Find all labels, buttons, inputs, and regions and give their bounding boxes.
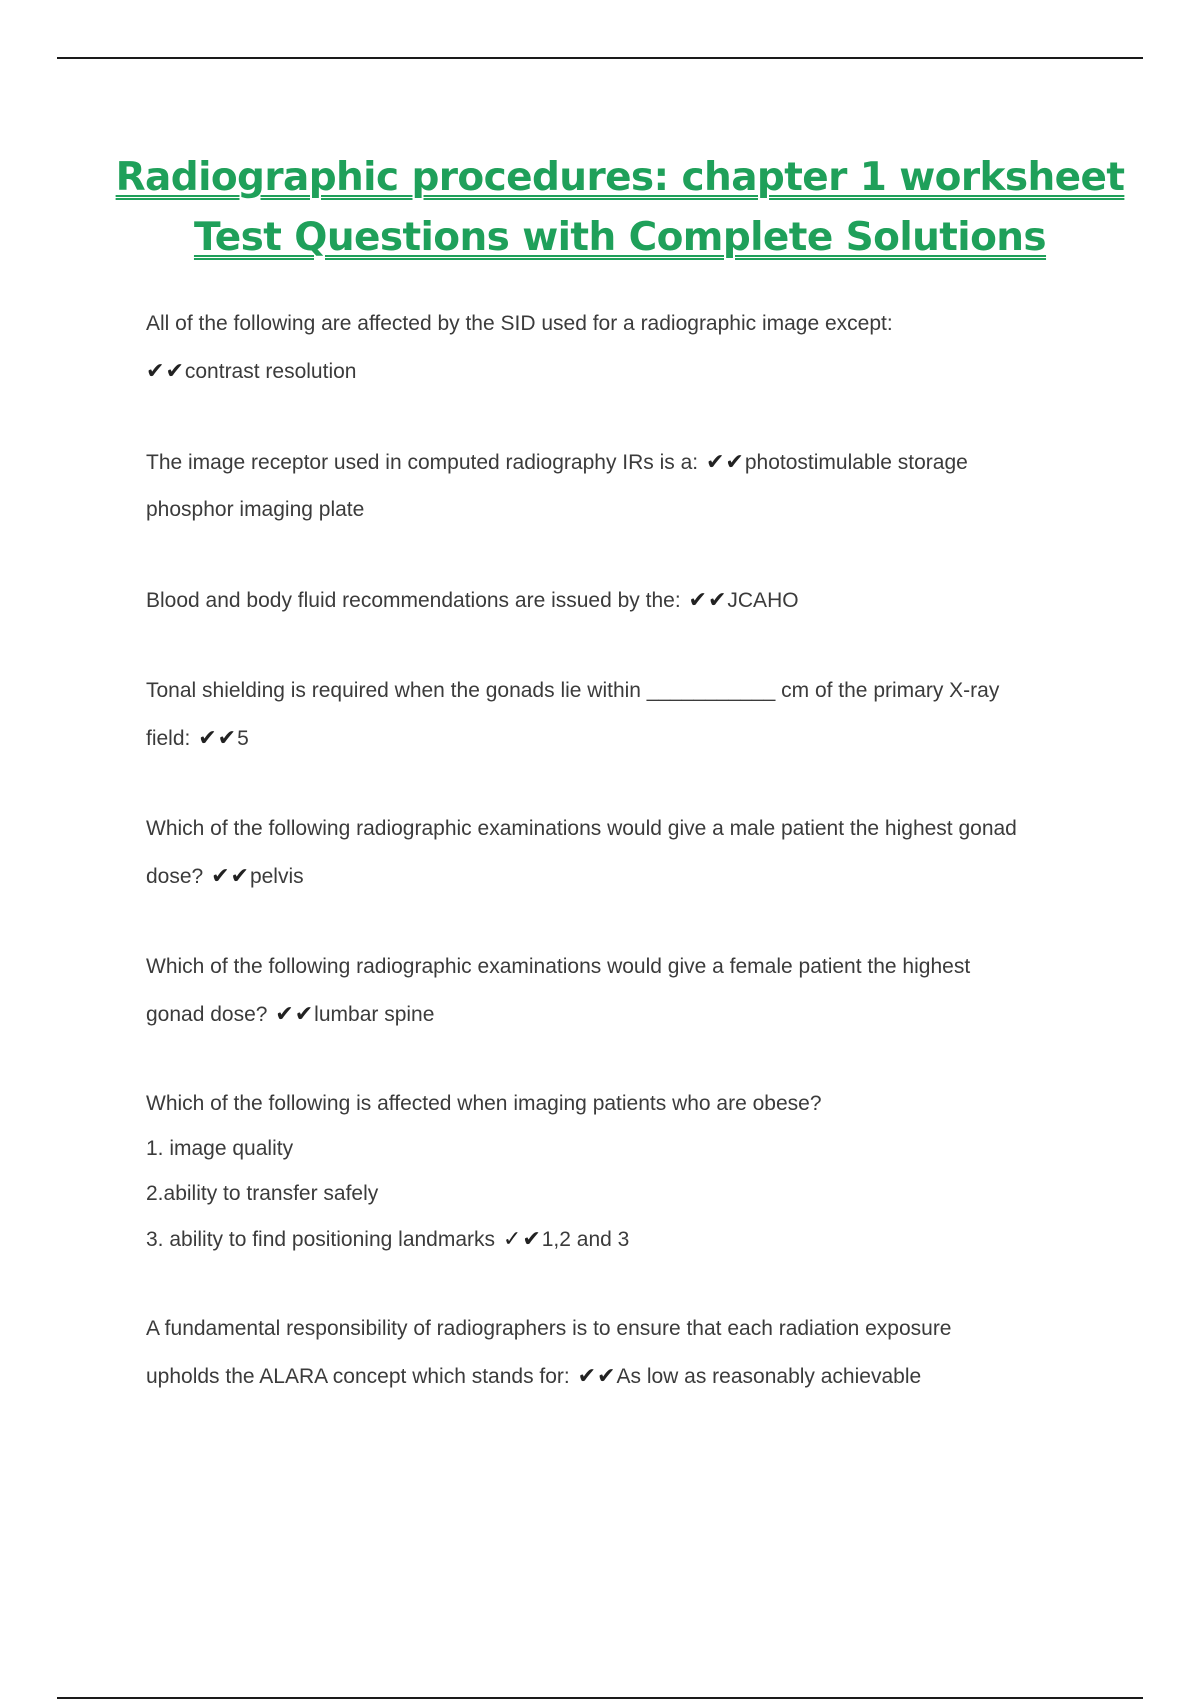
check-icon: ✔ <box>294 1001 314 1026</box>
check-icon: ✔ <box>597 1363 616 1388</box>
answer-text: 5 <box>237 727 249 750</box>
check-icon: ✔ <box>217 725 237 750</box>
check-icon: ✔ <box>146 358 165 383</box>
question-item <box>146 805 1096 900</box>
question-text-continued: field: <box>146 727 191 750</box>
answer-text: photostimulable storage <box>744 451 968 474</box>
question-text: Which of the following is affected when imaging patients who are obese? <box>146 1092 822 1115</box>
question-text-continued: dose? <box>146 865 204 888</box>
answer-text: 1,2 and 3 <box>541 1228 630 1251</box>
question-item <box>146 438 1096 533</box>
header-rule <box>57 57 1143 59</box>
check-icon: ✔ <box>211 863 230 888</box>
check-icon: ✔ <box>688 587 707 612</box>
question-text: Which of the following radiographic examinations would give a female patient the highest <box>146 955 971 978</box>
question-text: A fundamental responsibility of radiographers is to ensure that each radiation exposure <box>146 1317 952 1340</box>
list-item: 3. ability to find positioning landmarks <box>146 1228 496 1251</box>
check-icon: ✔ <box>705 449 725 474</box>
question-item <box>146 943 1096 1038</box>
check-icon: ✔ <box>198 725 217 750</box>
question-item <box>146 1305 1096 1400</box>
question-text: Tonal shielding is required when the gonads lie within ___________ cm of the primary X-ray <box>146 679 1000 702</box>
check-icon: ✔ <box>577 1363 597 1388</box>
title-line-2: Test Questions with Complete Solutions <box>193 215 1047 260</box>
check-icon: ✓ <box>502 1226 522 1251</box>
answer-text: JCAHO <box>727 589 799 612</box>
check-icon: ✔ <box>725 449 744 474</box>
question-item <box>146 576 1096 624</box>
answer-text-continued: phosphor imaging plate <box>146 498 365 521</box>
answer-text: pelvis <box>249 865 304 888</box>
page-title <box>100 148 1140 268</box>
answer-text: lumbar spine <box>314 1003 435 1026</box>
question-text-continued: upholds the ALARA concept which stands for: <box>146 1365 570 1388</box>
check-icon: ✔ <box>707 587 727 612</box>
list-item: 1. image quality <box>146 1137 294 1160</box>
footer-rule <box>57 1697 1143 1699</box>
answer-text: contrast resolution <box>184 360 357 383</box>
list-item: 2.ability to transfer safely <box>146 1182 379 1205</box>
check-icon: ✔ <box>165 358 184 383</box>
check-icon: ✔ <box>522 1226 541 1251</box>
question-list <box>146 300 1096 1443</box>
question-item <box>146 1081 1096 1262</box>
question-text: Blood and body fluid recommendations are issued by the: <box>146 589 681 612</box>
title-line-1: Radiographic procedures: chapter 1 worksheet <box>115 155 1125 200</box>
question-item <box>146 300 1096 395</box>
check-icon: ✔ <box>230 863 249 888</box>
question-item <box>146 667 1096 762</box>
answer-text: As low as reasonably achievable <box>616 1365 922 1388</box>
question-text: Which of the following radiographic examinations would give a male patient the highest gonad <box>146 817 1017 840</box>
question-text-continued: gonad dose? <box>146 1003 268 1026</box>
question-text: All of the following are affected by the SID used for a radiographic image except: <box>146 312 893 335</box>
question-text: The image receptor used in computed radiography IRs is a: <box>146 451 699 474</box>
check-icon: ✔ <box>275 1001 294 1026</box>
